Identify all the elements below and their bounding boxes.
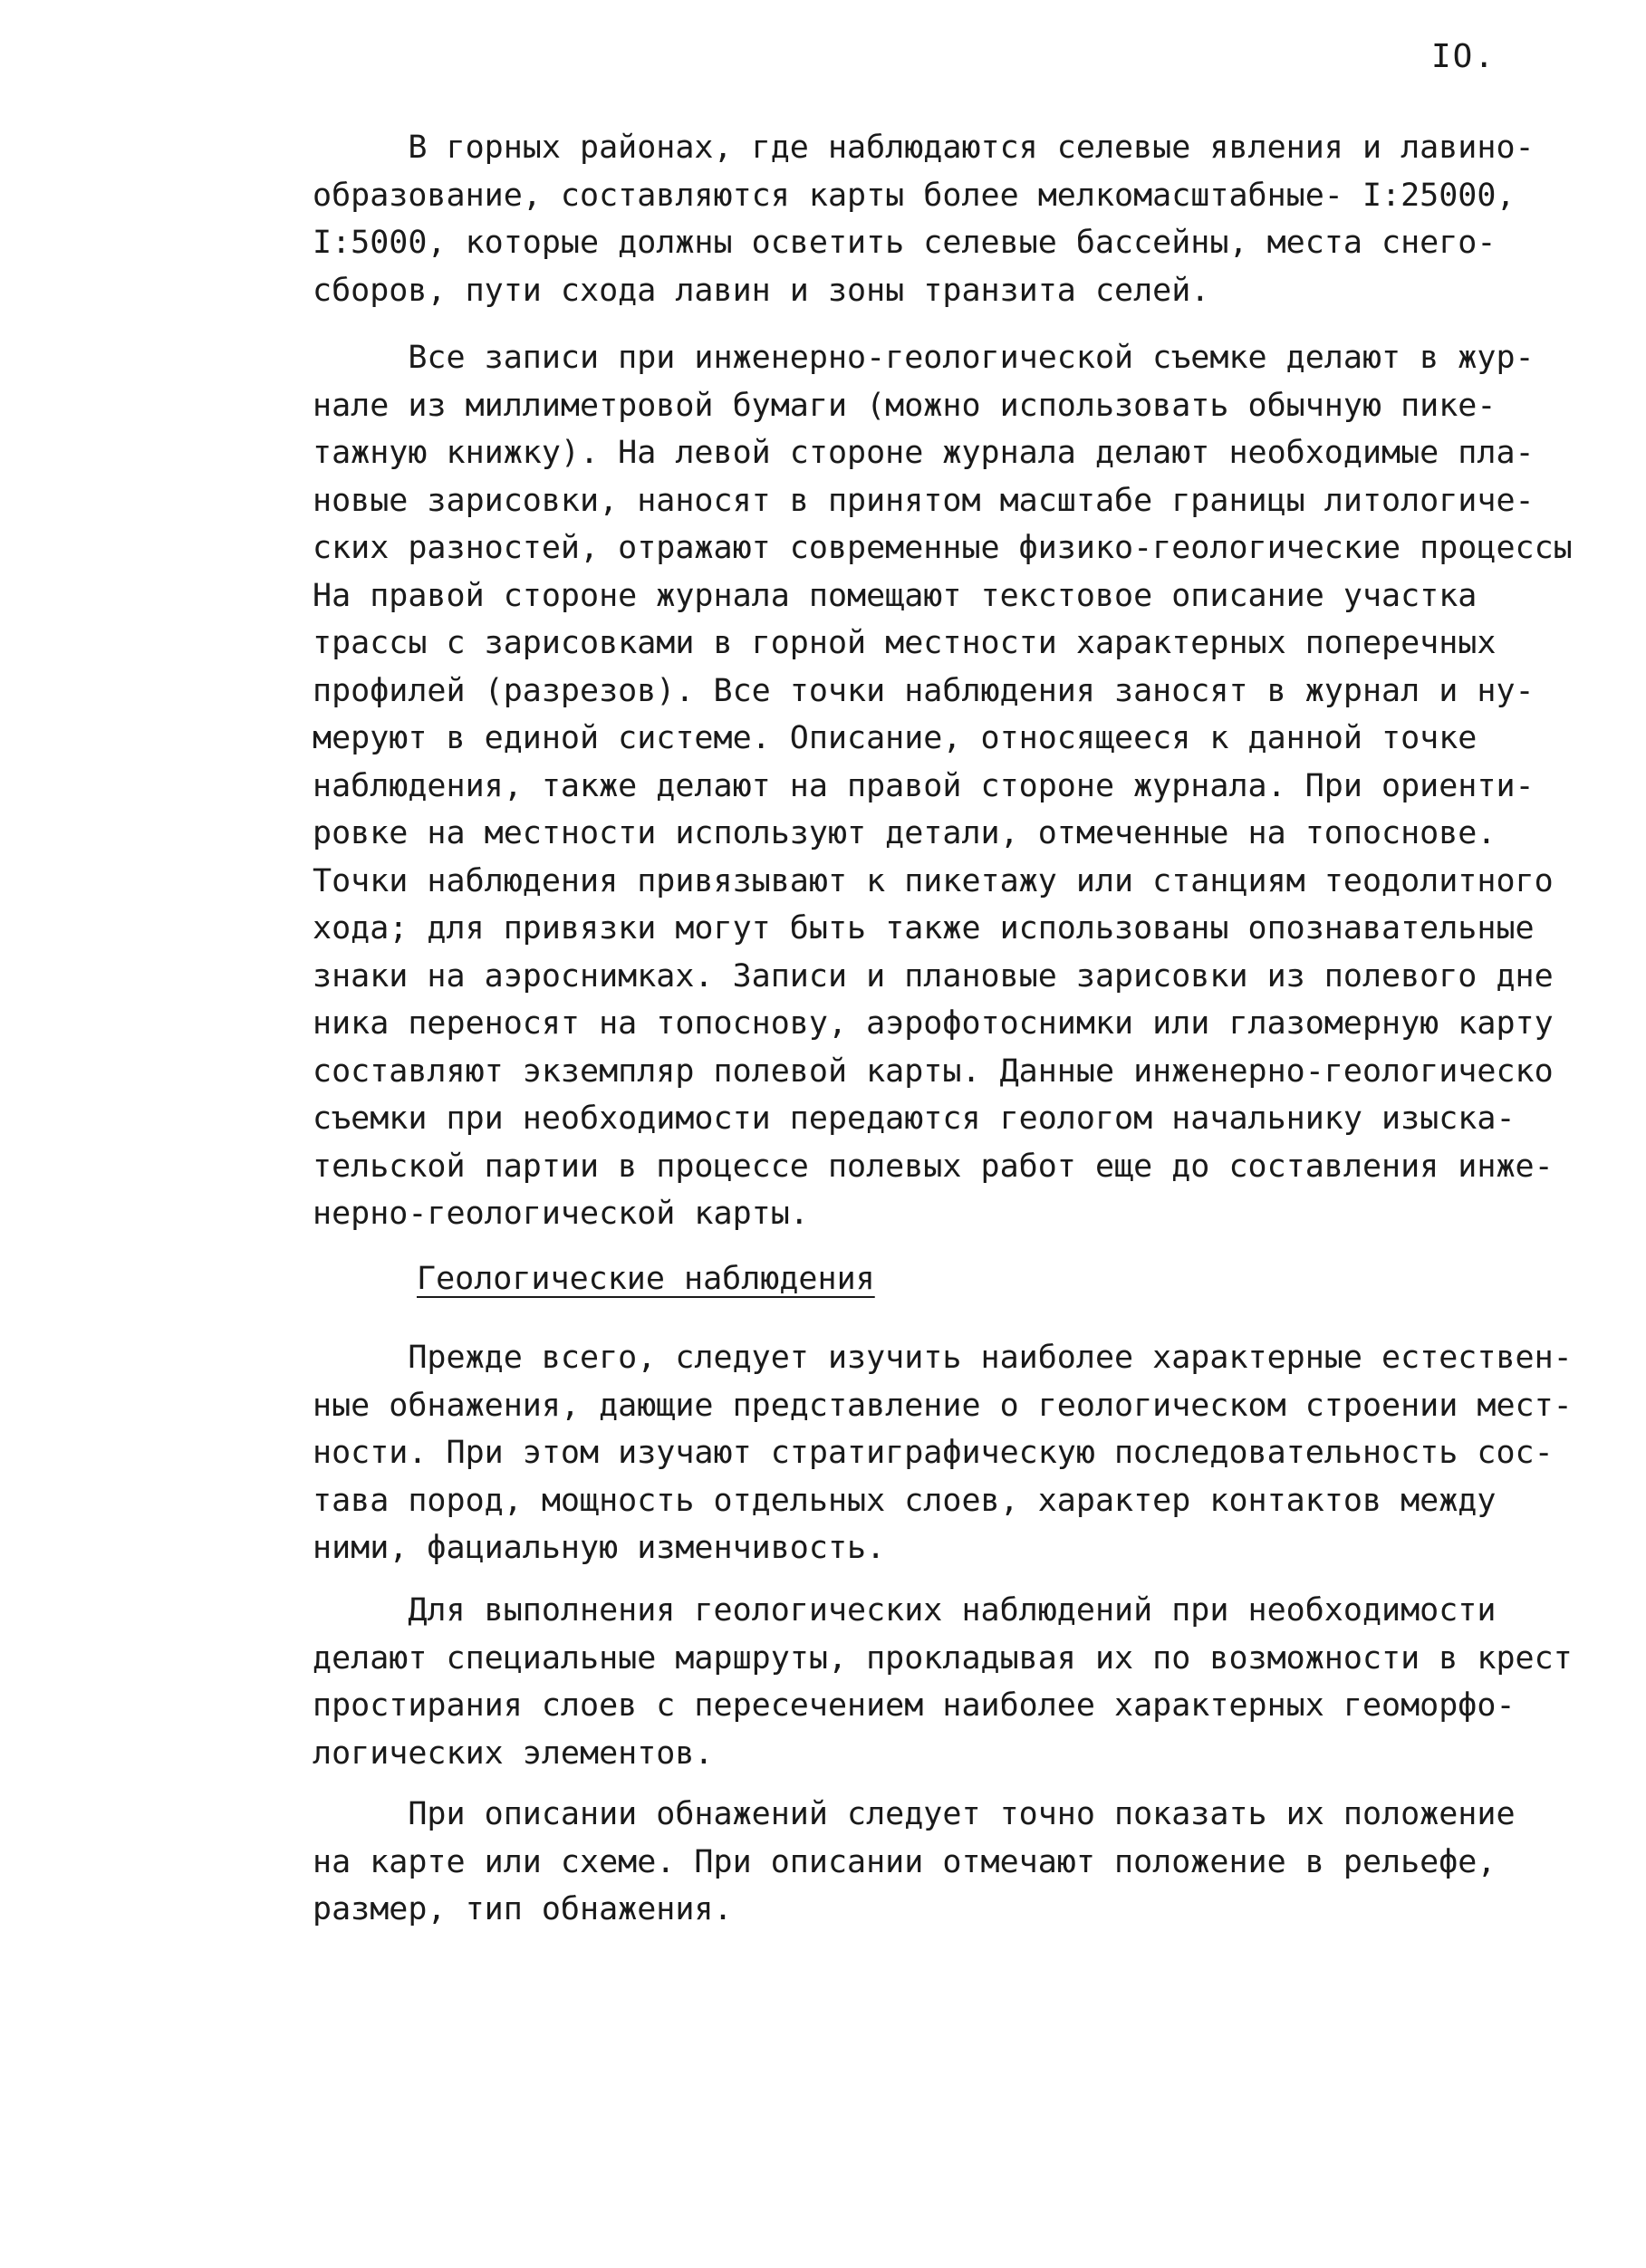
text-line: трассы с зарисовками в горной местности характерных поперечных [313,625,1497,661]
text-line: профилей (разрезов). Все точки наблюдения заносят в журнал и ну- [313,672,1535,709]
text-line: делают специальные маршруты, прокладывая их по возможности в крест [313,1639,1573,1677]
text-line: знаки на аэроснимках. Записи и плановые зарисовки из полевого дне [313,957,1554,995]
paragraph-survey-records [313,334,1617,1238]
text-line: составляют экземпляр полевой карты. Данные инженерно-геологическо [313,1052,1554,1090]
text-line: ные обнажения, дающие представление о геологическом строении мест- [313,1387,1573,1424]
text-line: Точки наблюдения привязывают к пикетажу или станциям теодолитного [313,862,1554,899]
text-line: При описании обнажений следует точно показать их положение [313,1796,1516,1832]
paragraph-outcrops [313,1334,1617,1572]
text-line: ними, фациальную изменчивость. [313,1530,886,1566]
section-heading: Геологические наблюдения [417,1261,875,1297]
text-line: логических элементов. [313,1735,714,1772]
text-line: сборов, пути схода лавин и зоны транзита селей. [313,272,1210,309]
text-line: наблюдения, также делают на правой стороне журнала. При ориенти- [313,767,1535,804]
text-line: ности. При этом изучают стратиграфическую последовательность сос- [313,1435,1554,1471]
text-line: размер, тип обнажения. [313,1891,733,1927]
text-line: тава пород, мощность отдельных слоев, характер контактов между [313,1482,1497,1519]
text-line: тельской партии в процессе полевых работ еще до составления инже- [313,1148,1554,1185]
text-line: нерно-геологической карты. [313,1196,809,1232]
text-line: ника переносят на топоснову, аэрофотоснимки или глазомерную карту [313,1005,1554,1042]
text-line: меруют в единой системе. Описание, относящееся к данной точке [313,720,1478,756]
text-line: ских разностей, отражают современные физико-геологические процессы [313,530,1573,566]
text-line: на карте или схеме. При описании отмечают положение в рельефе, [313,1843,1497,1880]
text-line: Для выполнения геологических наблюдений при необходимости [313,1592,1497,1629]
paragraph-routes [313,1587,1617,1777]
text-line: На правой стороне журнала помещают текстовое описание участка [313,577,1478,614]
text-line: тажную книжку). На левой стороне журнала делают необходимые пла- [313,435,1535,471]
text-line: ровке на местности используют детали, отмеченные на топоснове. [313,815,1497,851]
text-line: образование, составляются карты более мелкомасштабные- I:25000, [313,177,1516,214]
text-line: В горных районах, где наблюдаются селевые явления и лавино- [313,130,1535,166]
text-line: нале из миллиметровой бумаги (можно использовать обычную пике- [313,387,1497,424]
text-line: I:5000, которые должны осветить селевые бассейны, места снего- [313,225,1497,261]
paragraph-mountain-maps [313,124,1617,314]
text-line: хода; для привязки могут быть также использованы опознавательные [313,910,1535,947]
page-number: IO. [1431,38,1497,75]
text-line: Все записи при инженерно-геологической съемке делают в жур- [313,340,1535,376]
text-line: съемки при необходимости передаются геологом начальнику изыска- [313,1100,1516,1137]
text-line: Прежде всего, следует изучить наиболее характерные естествен- [313,1340,1573,1376]
paragraph-descriptions [313,1791,1617,1934]
text-line: новые зарисовки, наносят в принятом масштабе границы литологиче- [313,482,1535,519]
text-line: простирания слоев с пересечением наиболее характерных геоморфо- [313,1687,1516,1724]
